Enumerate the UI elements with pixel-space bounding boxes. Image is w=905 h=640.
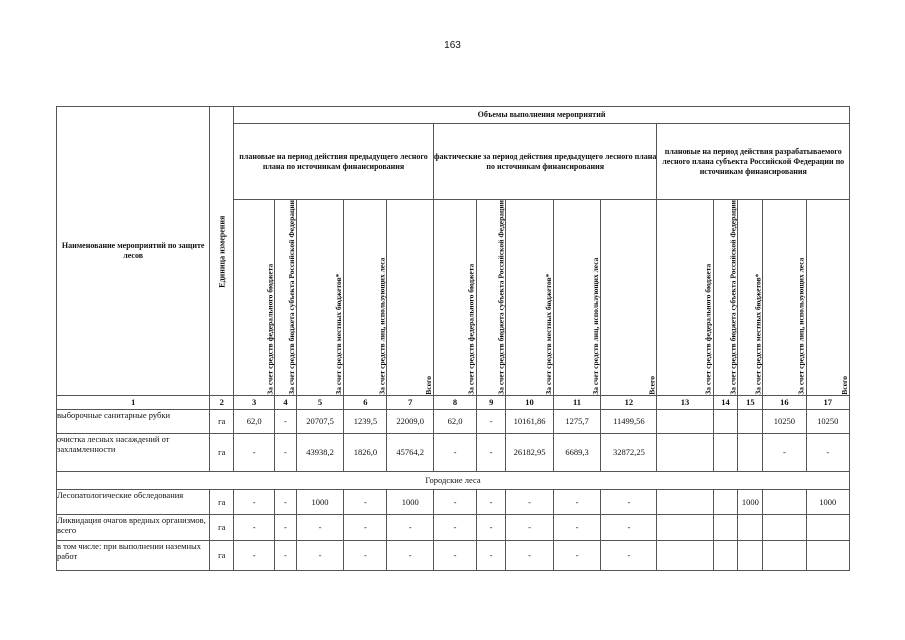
- table-cell: -: [477, 409, 506, 433]
- table-cell: [657, 489, 713, 514]
- table-cell: 11499,56: [601, 409, 657, 433]
- table-cell: 10250: [763, 409, 806, 433]
- table-cell: -: [344, 540, 387, 570]
- table-cell: -: [601, 514, 657, 540]
- table-cell: -: [275, 540, 297, 570]
- table-cell: -: [553, 540, 601, 570]
- table-cell: [763, 489, 806, 514]
- table-cell: -: [506, 489, 554, 514]
- row-name: Ликвидация очагов вредных организмов, всего: [57, 514, 210, 540]
- table-cell: [713, 514, 738, 540]
- column-number: 1: [57, 395, 210, 409]
- table-cell: 22009,0: [387, 409, 433, 433]
- volumes-header: Объемы выполнения мероприятий: [234, 107, 850, 124]
- table-cell: га: [210, 540, 234, 570]
- table-cell: [763, 540, 806, 570]
- table-cell: -: [806, 433, 849, 471]
- unit-column-header: Единица измерения: [210, 107, 234, 396]
- row-name: выборочные санитарные рубки: [57, 409, 210, 433]
- table-cell: 20707,5: [296, 409, 344, 433]
- row-name: Лесопатологические обследования: [57, 489, 210, 514]
- page-number: 163: [444, 40, 461, 51]
- table-cell: 6689,3: [553, 433, 601, 471]
- name-column-header: Наименование мероприятий по защите лесов: [57, 107, 210, 396]
- table-cell: [713, 409, 738, 433]
- section-title: Городские леса: [57, 471, 850, 489]
- table-cell: -: [275, 489, 297, 514]
- table-cell: [657, 514, 713, 540]
- table-cell: 26182,95: [506, 433, 554, 471]
- column-number: 2: [210, 395, 234, 409]
- column-number: 7: [387, 395, 433, 409]
- rows-block-2: [57, 489, 850, 570]
- table-row: [57, 489, 850, 514]
- subheader-g1-5: Всего: [387, 200, 433, 396]
- table-cell: -: [296, 540, 344, 570]
- table-cell: -: [477, 489, 506, 514]
- row-name: очистка лесных насаждений от захламленности: [57, 433, 210, 471]
- table-cell: -: [433, 433, 476, 471]
- group-planned-new: плановые на период действия разрабатываемого лесного плана субъекта Российской Федерации по источникам финансирования: [657, 124, 850, 200]
- subheader-g3-3: За счет средств местных бюджетов*: [738, 200, 763, 396]
- table-row: [57, 409, 850, 433]
- table-cell: -: [234, 540, 275, 570]
- table-cell: [713, 433, 738, 471]
- table-row: [57, 514, 850, 540]
- column-number: 5: [296, 395, 344, 409]
- table-cell: -: [275, 514, 297, 540]
- table-cell: га: [210, 514, 234, 540]
- table-cell: -: [553, 514, 601, 540]
- subheader-g2-2: За счет средств бюджета субъекта Российской Федерации: [477, 200, 506, 396]
- subheader-g3-2: За счет средств бюджета субъекта Российской Федерации: [713, 200, 738, 396]
- table-cell: -: [553, 489, 601, 514]
- table-cell: [806, 514, 849, 540]
- subheader-g2-5: Всего: [601, 200, 657, 396]
- subheader-g1-2: За счет средств бюджета субъекта Российской Федерации: [275, 200, 297, 396]
- table-cell: 32872,25: [601, 433, 657, 471]
- table-cell: 1000: [738, 489, 763, 514]
- subheader-g1-1: За счет средств федерального бюджета: [234, 200, 275, 396]
- table-cell: 1826,0: [344, 433, 387, 471]
- table-cell: 45764,2: [387, 433, 433, 471]
- table-cell: -: [601, 540, 657, 570]
- column-number: 13: [657, 395, 713, 409]
- table-cell: [806, 540, 849, 570]
- column-number: 15: [738, 395, 763, 409]
- column-numbers-row: [57, 395, 850, 409]
- subheader-g2-1: За счет средств федерального бюджета: [433, 200, 476, 396]
- table-cell: -: [477, 514, 506, 540]
- table-cell: 1000: [806, 489, 849, 514]
- table-cell: -: [387, 540, 433, 570]
- subheader-g1-4: За счет средств лиц, использующих леса: [344, 200, 387, 396]
- column-number: 6: [344, 395, 387, 409]
- table-cell: -: [275, 409, 297, 433]
- table-cell: [763, 514, 806, 540]
- table-cell: [738, 409, 763, 433]
- table-row: [57, 540, 850, 570]
- table-cell: -: [477, 433, 506, 471]
- table-cell: [657, 540, 713, 570]
- table-cell: 1000: [387, 489, 433, 514]
- column-number: 3: [234, 395, 275, 409]
- table-cell: [738, 540, 763, 570]
- table-cell: [738, 514, 763, 540]
- table-cell: га: [210, 489, 234, 514]
- table-row: [57, 433, 850, 471]
- subheader-g2-3: За счет средств местных бюджетов*: [506, 200, 554, 396]
- subheader-g3-4: За счет средств лиц, использующих леса: [763, 200, 806, 396]
- table-cell: -: [433, 514, 476, 540]
- subheader-g3-5: Всего: [806, 200, 849, 396]
- table-cell: -: [275, 433, 297, 471]
- subheader-g1-3: За счет средств местных бюджетов*: [296, 200, 344, 396]
- table-cell: -: [234, 489, 275, 514]
- table-cell: -: [344, 514, 387, 540]
- table-cell: -: [296, 514, 344, 540]
- column-number: 16: [763, 395, 806, 409]
- table-cell: -: [601, 489, 657, 514]
- table-cell: 43938,2: [296, 433, 344, 471]
- table-cell: -: [234, 514, 275, 540]
- table-cell: 1275,7: [553, 409, 601, 433]
- table-cell: [657, 409, 713, 433]
- column-number: 4: [275, 395, 297, 409]
- table-cell: [713, 540, 738, 570]
- column-number: 17: [806, 395, 849, 409]
- table-cell: -: [506, 540, 554, 570]
- table-cell: га: [210, 433, 234, 471]
- table-cell: [738, 433, 763, 471]
- table-cell: [713, 489, 738, 514]
- table-cell: 1000: [296, 489, 344, 514]
- table-cell: га: [210, 409, 234, 433]
- table-cell: -: [506, 514, 554, 540]
- row-name: в том числе: при выполнении наземных работ: [57, 540, 210, 570]
- table-cell: -: [433, 489, 476, 514]
- subheader-g3-1: За счет средств федерального бюджета: [657, 200, 713, 396]
- table-cell: -: [234, 433, 275, 471]
- group-planned-previous: плановые на период действия предыдущего лесного плана по источникам финансирования: [234, 124, 434, 200]
- subheader-g2-4: За счет средств лиц, использующих леса: [553, 200, 601, 396]
- table-cell: [657, 433, 713, 471]
- table-cell: -: [433, 540, 476, 570]
- forest-protection-table: [56, 106, 850, 571]
- table-cell: -: [387, 514, 433, 540]
- column-number: 8: [433, 395, 476, 409]
- table-cell: 10161,86: [506, 409, 554, 433]
- table-cell: -: [477, 540, 506, 570]
- table-cell: 62,0: [234, 409, 275, 433]
- table-cell: 10250: [806, 409, 849, 433]
- table-cell: -: [763, 433, 806, 471]
- column-number: 10: [506, 395, 554, 409]
- rows-block-1: [57, 409, 850, 471]
- column-number: 12: [601, 395, 657, 409]
- column-number: 14: [713, 395, 738, 409]
- column-number: 9: [477, 395, 506, 409]
- column-number: 11: [553, 395, 601, 409]
- table-cell: 1239,5: [344, 409, 387, 433]
- table-cell: -: [344, 489, 387, 514]
- table-cell: 62,0: [433, 409, 476, 433]
- group-actual-previous: фактические за период действия предыдущего лесного плана по источникам финансирования: [433, 124, 657, 200]
